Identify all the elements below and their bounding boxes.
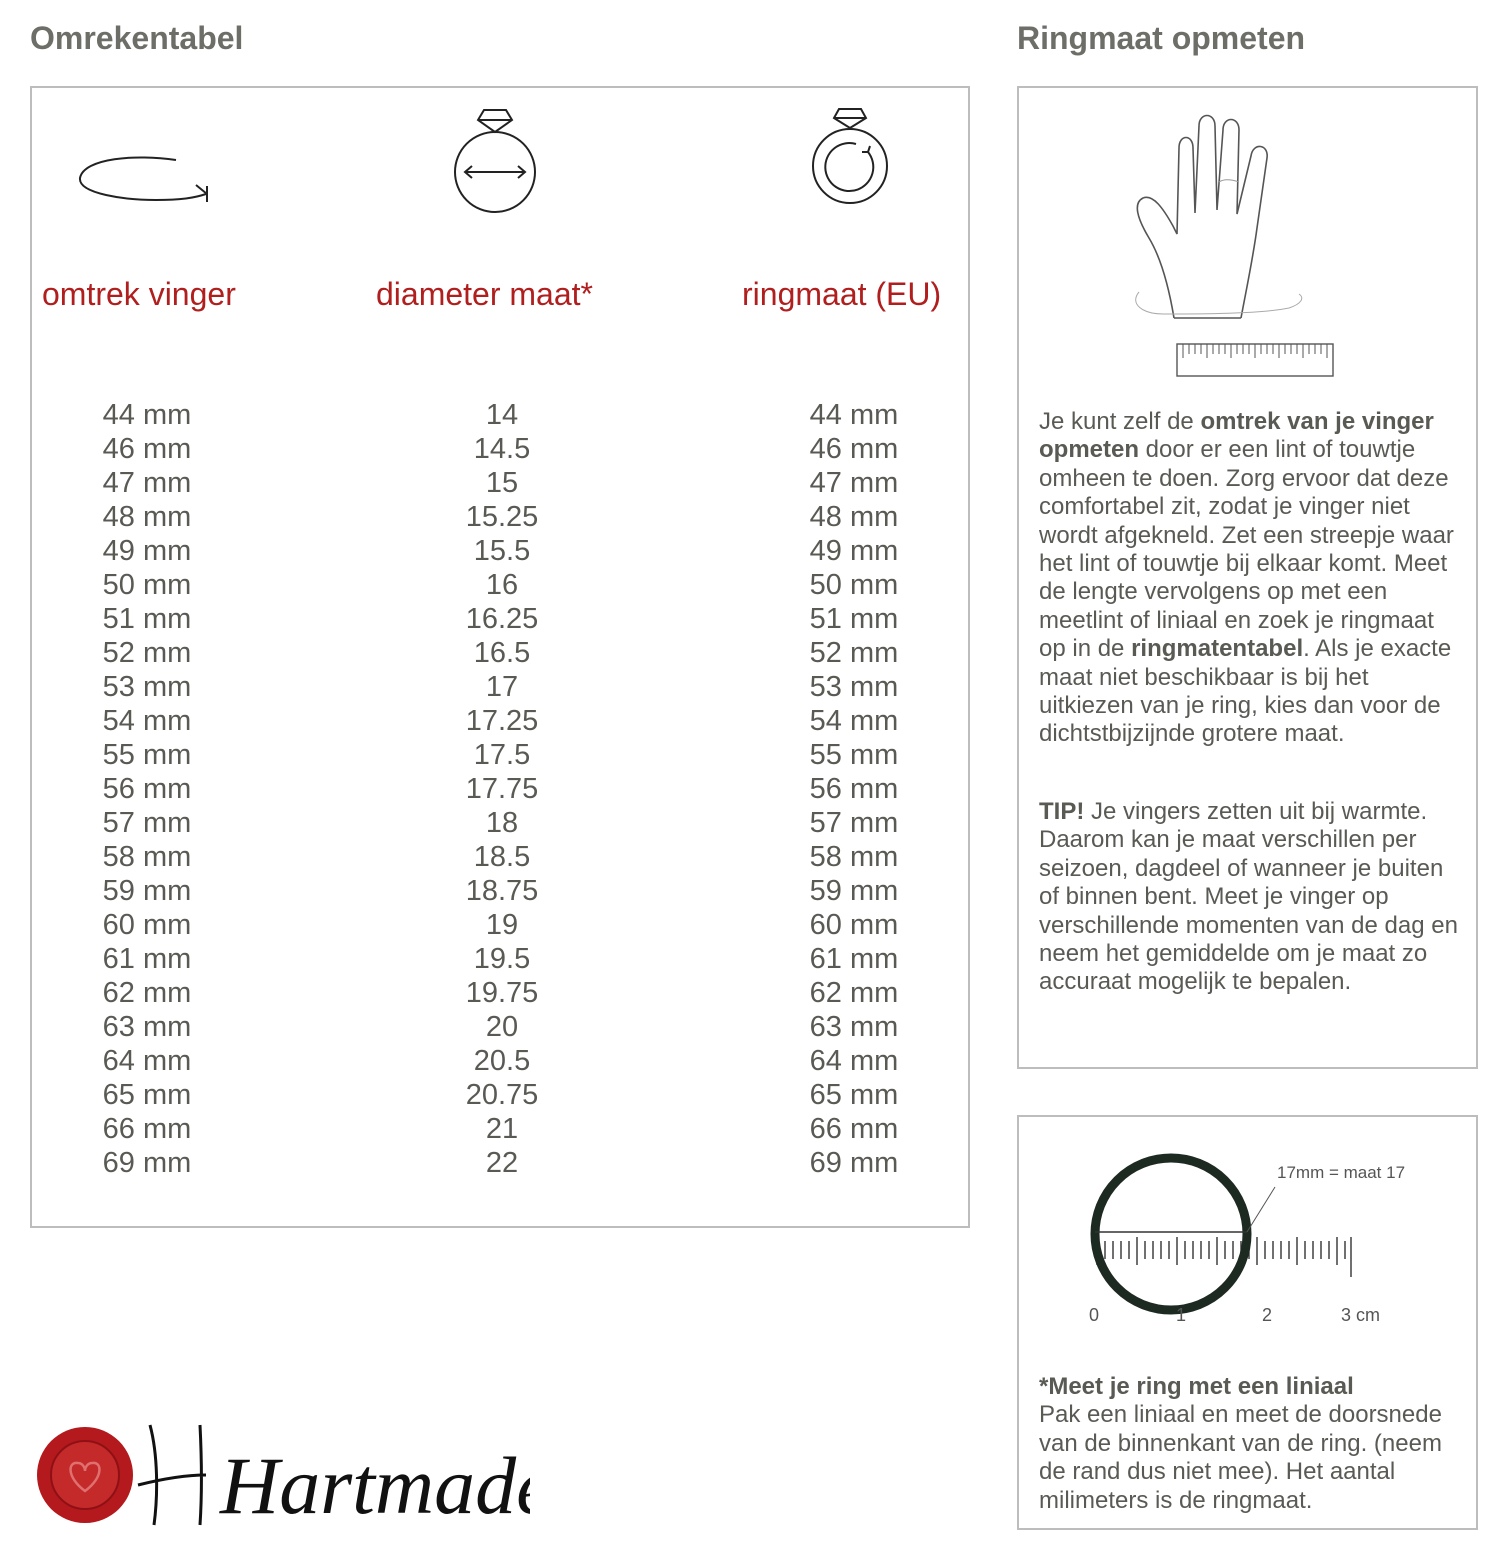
conversion-table-title: Omrekentabel <box>30 20 244 56</box>
table-cell: 64 mm <box>102 1045 192 1077</box>
table-cell: 15.25 <box>465 501 539 533</box>
table-cell: 17.75 <box>465 773 539 805</box>
table-cell: 59 mm <box>809 875 899 907</box>
table-cell: 50 mm <box>809 569 899 601</box>
ruler-tick-0: 0 <box>1089 1305 1100 1325</box>
table-cell: 21 <box>485 1113 519 1145</box>
table-cell: 58 mm <box>809 841 899 873</box>
measure-ring-size-title: Ringmaat opmeten <box>1017 20 1306 56</box>
table-cell: 65 mm <box>102 1079 192 1111</box>
table-cell: 16.25 <box>465 603 539 635</box>
column-diameter <box>402 398 602 1180</box>
table-cell: 56 mm <box>809 773 899 805</box>
measure-ring-text: *Meet je ring met een liniaal Pak een liniaal en meet de doorsnede van de binnenkant van de ring. (neem de rand dus niet mee). Het aantal milimeters is de ringmaat. <box>1039 1373 1442 1514</box>
table-cell: 48 mm <box>102 501 192 533</box>
hartmade-logo <box>30 1405 530 1540</box>
table-cell: 66 mm <box>809 1113 899 1145</box>
table-cell: 17.25 <box>465 705 539 737</box>
table-cell: 50 mm <box>102 569 192 601</box>
table-cell: 62 mm <box>102 977 192 1009</box>
howto-panel <box>1017 86 1478 1069</box>
table-cell: 47 mm <box>102 467 192 499</box>
table-cell: 54 mm <box>102 705 192 737</box>
table-cell: 19 <box>485 909 519 941</box>
table-cell: 55 mm <box>102 739 192 771</box>
svg-text:Hartmade: Hartmade <box>220 1440 530 1531</box>
tip-paragraph: TIP! Je vingers zetten uit bij warmte. Daarom kan je maat verschillen per seizoen, dagdeel of wanneer je buiten of binnen bent. Meet je vinger op verschillende momenten van de dag en neem het gemiddelde om je maat zo accuraat mogelijk te bepalen. <box>1039 798 1458 996</box>
table-cell: 66 mm <box>102 1113 192 1145</box>
measure-ring-heading: *Meet je ring met een liniaal <box>1039 1373 1354 1400</box>
table-cell: 44 mm <box>102 399 192 431</box>
table-cell: 69 mm <box>809 1147 899 1179</box>
table-cell: 18.75 <box>465 875 539 907</box>
table-cell: 69 mm <box>102 1147 192 1179</box>
table-cell: 22 <box>485 1147 519 1179</box>
table-cell: 52 mm <box>809 637 899 669</box>
column-omtrek <box>47 398 247 1180</box>
header-ringmaat-eu: ringmaat (EU) <box>742 276 942 312</box>
table-cell: 44 mm <box>809 399 899 431</box>
table-cell: 57 mm <box>809 807 899 839</box>
hand-with-ruler-illustration <box>1129 108 1339 378</box>
howto-instructions: Je kunt zelf de omtrek van je vinger opmeten door er een lint of touwtje omheen te doen. Zorg ervoor dat deze comfortabel zit, zodat je vinger niet wordt afgekneld. Zet een streepje waar het lint of touwtje bij elkaar komt. Meet de lengte vervolgens op met een meetlint of liniaal en zoek je ringmaat op in de ringmatentabel. Als je exacte maat niet beschikbaar is bij het uitkiezen van je ring, kies dan voor de dichtstbijzijnde grotere maat. <box>1039 408 1454 748</box>
table-cell: 20.75 <box>465 1079 539 1111</box>
table-cell: 63 mm <box>102 1011 192 1043</box>
header-omtrek-vinger: omtrek vinger <box>42 276 236 312</box>
table-cell: 61 mm <box>102 943 192 975</box>
table-cell: 15.5 <box>473 535 531 567</box>
table-cell: 60 mm <box>809 909 899 941</box>
table-cell: 15 <box>485 467 519 499</box>
table-cell: 49 mm <box>102 535 192 567</box>
table-cell: 51 mm <box>102 603 192 635</box>
table-cell: 14 <box>485 399 519 431</box>
table-cell: 48 mm <box>809 501 899 533</box>
table-cell: 18 <box>485 807 519 839</box>
table-cell: 57 mm <box>102 807 192 839</box>
table-cell: 62 mm <box>809 977 899 1009</box>
table-cell: 18.5 <box>473 841 531 873</box>
table-cell: 20.5 <box>473 1045 531 1077</box>
ruler-tick-1: 1 <box>1176 1305 1187 1325</box>
ring-circumference-icon <box>810 106 890 206</box>
table-cell: 46 mm <box>809 433 899 465</box>
table-cell: 65 mm <box>809 1079 899 1111</box>
table-cell: 60 mm <box>102 909 192 941</box>
table-cell: 56 mm <box>102 773 192 805</box>
conversion-table <box>30 86 970 1228</box>
table-cell: 20 <box>485 1011 519 1043</box>
table-cell: 49 mm <box>809 535 899 567</box>
wax-seal-logo <box>30 1405 530 1535</box>
table-cell: 58 mm <box>102 841 192 873</box>
ruler-tick-3: 3 cm <box>1341 1305 1381 1325</box>
table-cell: 19.75 <box>465 977 539 1009</box>
table-cell: 16 <box>485 569 519 601</box>
table-cell: 19.5 <box>473 943 531 975</box>
table-cell: 14.5 <box>473 433 531 465</box>
ring-diameter-icon <box>452 106 538 214</box>
circumference-arrow-icon <box>76 152 211 208</box>
table-cell: 53 mm <box>809 671 899 703</box>
table-cell: 47 mm <box>809 467 899 499</box>
table-cell: 63 mm <box>809 1011 899 1043</box>
table-cell: 64 mm <box>809 1045 899 1077</box>
table-cell: 55 mm <box>809 739 899 771</box>
table-cell: 52 mm <box>102 637 192 669</box>
table-cell: 51 mm <box>809 603 899 635</box>
table-cell: 17.5 <box>473 739 531 771</box>
table-cell: 54 mm <box>809 705 899 737</box>
table-cell: 17 <box>485 671 519 703</box>
table-cell: 53 mm <box>102 671 192 703</box>
table-cell: 61 mm <box>809 943 899 975</box>
diameter-annotation: 17mm = maat 17 <box>1277 1163 1406 1182</box>
table-cell: 16.5 <box>473 637 531 669</box>
column-ringmaat <box>754 398 954 1180</box>
ruler-panel <box>1017 1115 1478 1530</box>
table-cell: 59 mm <box>102 875 192 907</box>
table-cell: 46 mm <box>102 433 192 465</box>
ruler-tick-2: 2 <box>1262 1305 1273 1325</box>
header-diameter-maat: diameter maat* <box>376 276 593 312</box>
